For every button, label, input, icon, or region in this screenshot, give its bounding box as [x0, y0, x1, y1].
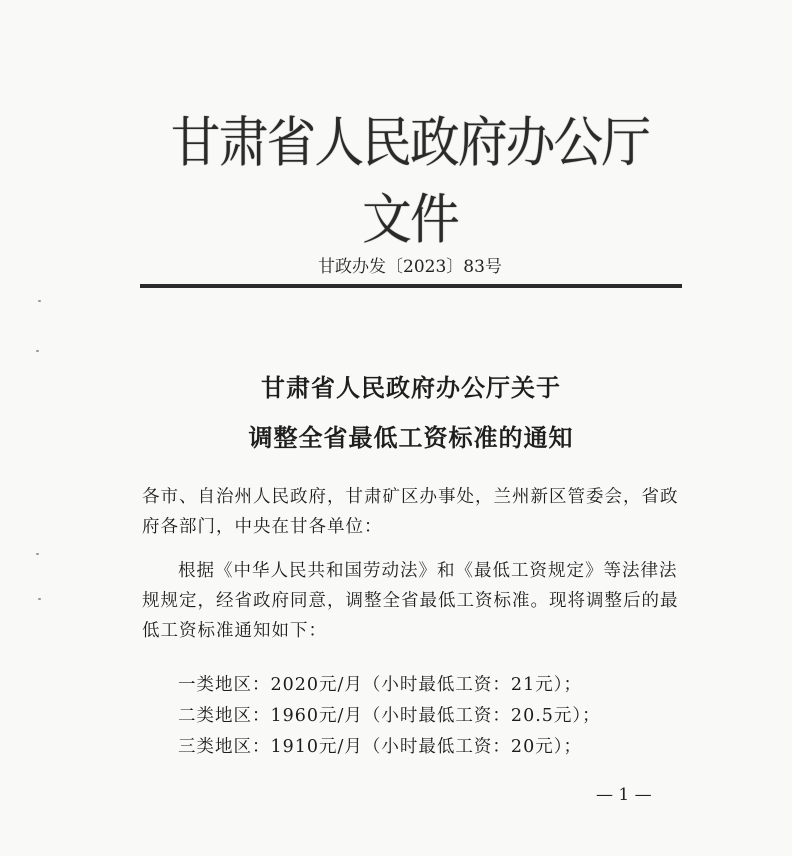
page-number: — 1 — [596, 785, 652, 805]
notice-title-line-1: 甘肃省人民政府办公厅关于 [261, 374, 561, 402]
scan-speck [36, 553, 39, 555]
document-header-title: 甘肃省人民政府办公厅文件 [170, 111, 650, 251]
scan-speck [36, 350, 39, 352]
notice-title-line-2: 调整全省最低工资标准的通知 [248, 424, 574, 452]
wage-level-2: 二类地区：1960元/月（小时最低工资：20.5元）； [178, 706, 601, 726]
body-paragraph: 根据《中华人民共和国劳动法》和《最低工资规定》等法律法规规定，经省政府同意，调整全省最低工资标准。现将调整后的最低工资标准通知如下： [142, 561, 679, 641]
scan-speck [38, 598, 41, 600]
document-number: 甘政办发〔2023〕83号 [318, 257, 502, 277]
header-divider-line [140, 284, 682, 288]
wage-level-1: 一类地区：2020元/月（小时最低工资：21元）； [178, 675, 582, 695]
scan-speck [38, 300, 41, 302]
salutation: 各市、自治州人民政府，甘肃矿区办事处，兰州新区管委会，省政府各部门，中央在甘各单位： [142, 487, 679, 537]
wage-level-3: 三类地区：1910元/月（小时最低工资：20元）； [178, 737, 582, 757]
wage-level-list [178, 670, 601, 763]
